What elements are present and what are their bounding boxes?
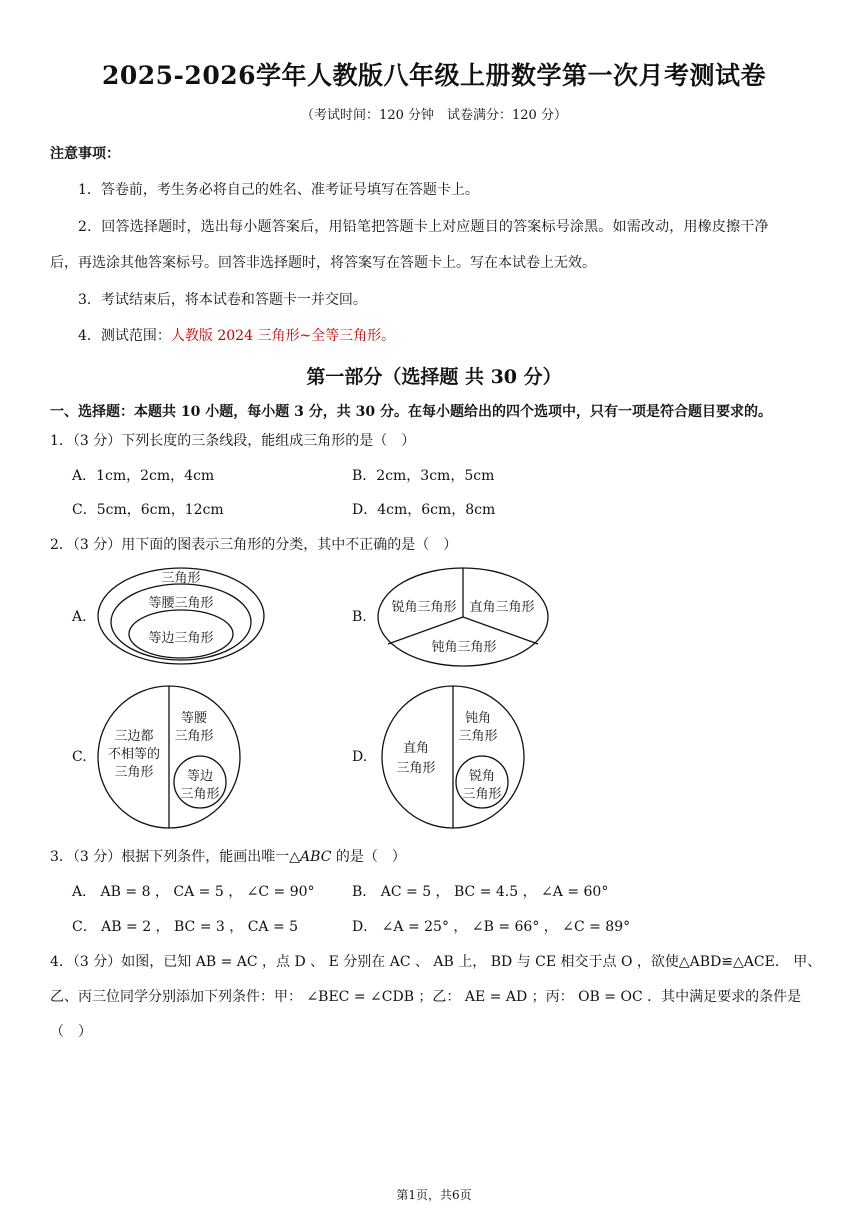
diagram-d-right-label-2: 三角形 [458,729,498,744]
diagram-c-right-label-2: 三角形 [174,729,214,744]
question-3-option-c: C． AB = 2 ， BC = 3 ， CA = 5 [72,919,299,935]
question-3-option-a: A． AB = 8 ， CA = 5 ， ∠C = 90° [72,884,315,900]
diagram-d-left-label-2: 三角形 [396,761,436,776]
question-3-stem [50,846,406,866]
question-4-line-3: （ ） [50,1024,92,1040]
question-2-option-a-label: A. [72,609,87,625]
question-2-option-b-label: B. [352,609,367,625]
diagram-b-right-label: 直角三角形 [469,600,535,615]
diagram-c-inner-label-1: 等边 [186,769,214,784]
part-1-heading: 第一部分（选择题 共 30 分） [306,366,562,388]
diagram-d-inner-label-1: 锐角 [468,769,496,784]
note-1: 1．答卷前，考生务必将自己的姓名、准考证号填写在答题卡上。 [78,182,479,198]
exam-title: 2025-2026学年人教版八年级上册数学第一次月考测试卷 [101,61,767,90]
question-4-line-1: 4．（3 分）如图，已知 AB = AC ，点 D 、 E 分别在 AC 、 AB 上， BD 与 CE 相交于点 O ，欲使△ABD≌△ACE． 甲、 [50,954,822,970]
diagram-b-left-label: 锐角三角形 [391,600,457,615]
exam-subtitle: （考试时间：120 分钟 试卷满分：120 分） [301,108,567,123]
question-3-stem-suffix: 的是（ ） [331,849,406,865]
diagram-c-inner-label-2: 三角形 [180,787,220,802]
diagram-d-inner-label-2: 三角形 [462,787,502,802]
question-1-option-a: A．1cm，2cm，4cm [72,468,215,484]
question-2-stem: 2．（3 分）用下面的图表示三角形的分类，其中不正确的是（ ） [50,537,458,553]
note-2-line-2: 后，再选涂其他答案标号。回答非选择题时，将答案写在答题卡上。写在本试卷上无效。 [50,255,596,271]
diagram-b-bottom-label: 钝角三角形 [431,640,497,655]
page-footer: 第1页，共6页 [396,1188,472,1202]
diagram-d-left-label-1: 直角 [402,741,430,756]
note-3: 3．考试结束后，将本试卷和答题卡一并交回。 [78,292,367,308]
question-2-option-d-label: D. [352,749,368,765]
diagram-a-middle-label: 等腰三角形 [148,596,214,611]
question-1-option-b: B．2cm，3cm，5cm [352,468,495,484]
question-3-stem-var: ABC [300,849,332,865]
diagram-d-right-label-1: 钝角 [464,711,492,726]
question-1-option-d: D．4cm，6cm，8cm [352,502,496,518]
question-2-option-c-label: C. [72,749,87,765]
notes-heading: 注意事项： [50,146,120,162]
diagram-a-outer-label: 三角形 [161,571,201,586]
diagram-c-left-label-3: 三角形 [114,765,154,780]
note-4-range: 人教版 2024 三角形~全等三角形。 [170,328,396,344]
diagram-b-divided-ellipse [376,566,550,670]
diagram-d-divided-circle [380,684,526,830]
note-4-prefix: 4．测试范围： [78,328,171,344]
diagram-c-divided-circle [96,684,242,830]
question-4-line-2: 乙、丙三位同学分别添加下列条件：甲： ∠BEC = ∠CDB ；乙： AE = AD ；丙： OB = OC ．其中满足要求的条件是 [50,989,802,1005]
diagram-a-inner-label: 等边三角形 [148,631,214,646]
question-3-option-b: B． AC = 5 ， BC = 4.5 ， ∠A = 60° [352,884,609,900]
question-1-stem: 1．（3 分）下列长度的三条线段，能组成三角形的是（ ） [50,433,416,449]
note-4 [78,325,395,345]
diagram-a-nested-ellipses [96,566,268,668]
note-2-line-1: 2．回答选择题时，选出每小题答案后，用铅笔把答题卡上对应题目的答案标号涂黑。如需改动，用橡皮擦干净 [78,219,769,235]
question-3-stem-prefix: 3．（3 分）根据下列条件，能画出唯一△ [50,849,301,865]
diagram-c-left-label-1: 三边都 [114,729,154,744]
question-1-option-c: C．5cm，6cm，12cm [72,502,224,518]
diagram-c-right-label-1: 等腰 [180,711,208,726]
question-3-option-d: D． ∠A = 25° ， ∠B = 66° ， ∠C = 89° [352,919,631,935]
diagram-c-left-label-2: 不相等的 [107,747,161,762]
section-1-heading: 一、选择题：本题共 10 小题，每小题 3 分，共 30 分。在每小题给出的四个选项中，只有一项是符合题目要求的。 [50,404,772,420]
